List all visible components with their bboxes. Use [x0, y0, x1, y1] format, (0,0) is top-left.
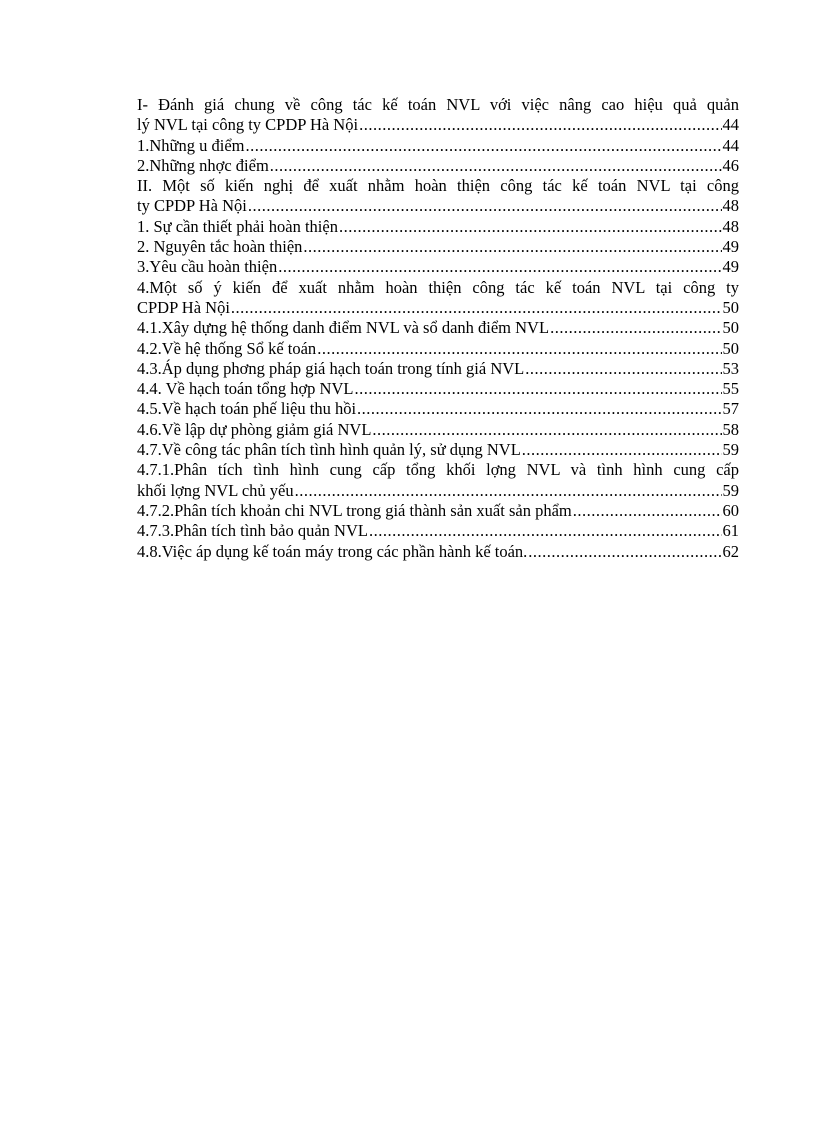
toc-entry-title: 2. Nguyên tắc hoàn thiện — [137, 237, 303, 257]
toc-entry-title: 4.1.Xây dựng hệ thống danh điểm NVL và sổ danh điểm NVL — [137, 318, 550, 338]
toc-entry-title: 4.7.Về công tác phân tích tình hình quản lý, sử dụng NVL — [137, 440, 521, 460]
toc-entry-title: 4.2.Về hệ thống Sổ kế toán — [137, 338, 317, 358]
toc-entry — [137, 399, 739, 419]
toc-entry — [137, 359, 739, 379]
toc-page-number: 49 — [722, 237, 739, 257]
toc-page-number: 53 — [722, 358, 739, 378]
toc-entry — [137, 136, 739, 156]
toc-page-number: 50 — [722, 297, 739, 317]
toc-page-number: 44 — [722, 135, 739, 155]
toc-entry-title: khối lợng NVL chủ yếu — [137, 480, 294, 500]
toc-page-number: 48 — [722, 216, 739, 236]
toc-page-number: 46 — [722, 155, 739, 175]
toc-leader-dots — [339, 217, 722, 237]
toc-entry-title: 4.5.Về hạch toán phế liệu thu hồi — [137, 399, 357, 419]
toc-entry-title: 4.8.Việc áp dụng kế toán máy trong các phần hành kế toán. — [137, 541, 528, 561]
toc-leader-dots — [528, 542, 721, 562]
toc-entry-title: 4.7.3.Phân tích tình bảo quản NVL — [137, 521, 368, 541]
toc-entry — [137, 521, 739, 541]
toc-leader-dots — [369, 521, 722, 541]
toc-page-number: 61 — [722, 521, 739, 541]
toc-entry-lead: 4.Một số ý kiến để xuất nhằm hoàn thiện công tác kế toán NVL tại công ty — [137, 277, 739, 297]
toc-page-number: 59 — [722, 440, 739, 460]
toc-page-number: 49 — [722, 257, 739, 277]
toc-entry-title: ty CPDP Hà Nội — [137, 196, 247, 216]
toc-page-number: 60 — [722, 500, 739, 520]
toc-entry-title: 4.4. Về hạch toán tổng hợp NVL — [137, 379, 354, 399]
toc-entry-title: 1. Sự cần thiết phải hoàn thiện — [137, 216, 338, 236]
toc-leader-dots — [357, 399, 721, 419]
toc-leader-dots — [354, 379, 721, 399]
toc-leader-dots — [278, 257, 721, 277]
toc-page-number: 58 — [722, 419, 739, 439]
toc-page-number: 48 — [722, 196, 739, 216]
toc-leader-dots — [317, 339, 721, 359]
toc-entry — [137, 217, 739, 237]
toc-page-number: 50 — [722, 338, 739, 358]
toc-page-number: 57 — [722, 399, 739, 419]
toc-entry — [137, 156, 739, 176]
toc-entry — [137, 318, 739, 338]
toc-page-number: 50 — [722, 318, 739, 338]
toc-entry — [137, 176, 739, 217]
toc-page-number: 44 — [722, 115, 739, 135]
toc-entry-title: 4.3.Áp dụng phơng pháp giá hạch toán trong tính giá NVL — [137, 358, 525, 378]
toc-leader-dots — [303, 237, 721, 257]
toc-entry-lead: I- Đánh giá chung về công tác kế toán NVL với việc nâng cao hiệu quả quản — [137, 95, 739, 114]
toc-leader-dots — [295, 481, 722, 501]
toc-leader-dots — [573, 501, 722, 521]
toc-entry-title: 3.Yêu cầu hoàn thiện — [137, 257, 278, 277]
toc-entry-title: CPDP Hà Nội — [137, 297, 230, 317]
toc-leader-dots — [359, 115, 721, 135]
toc-entry-title: 4.7.2.Phân tích khoản chi NVL trong giá thành sản xuất sản phẩm — [137, 500, 572, 520]
toc-entry-title: lý NVL tại công ty CPDP Hà Nội — [137, 115, 359, 135]
toc-entry-title: 2.Những nhợc điểm — [137, 155, 269, 175]
toc-leader-dots — [248, 196, 722, 216]
toc-entry-lead: 4.7.1.Phân tích tình hình cung cấp tổng khối lợng NVL và tình hình cung cấp — [137, 460, 739, 480]
toc-leader-dots — [550, 318, 721, 338]
toc-leader-dots — [231, 298, 722, 318]
toc-leader-dots — [245, 136, 721, 156]
toc-entry — [137, 420, 739, 440]
toc-entry — [137, 501, 739, 521]
toc-leader-dots — [270, 156, 722, 176]
toc-entry — [137, 460, 739, 501]
toc-entry — [137, 95, 739, 136]
toc-page-number: 55 — [722, 379, 739, 399]
toc-page-number: 59 — [722, 480, 739, 500]
table-of-contents — [137, 95, 739, 562]
toc-entry — [137, 278, 739, 319]
toc-leader-dots — [372, 420, 721, 440]
toc-entry — [137, 440, 739, 460]
toc-entry-lead: II. Một số kiến nghị để xuất nhằm hoàn thiện công tác kế toán NVL tại công — [137, 176, 739, 196]
toc-entry — [137, 339, 739, 359]
toc-entry-title: 4.6.Về lập dự phòng giảm giá NVL — [137, 419, 372, 439]
toc-entry — [137, 237, 739, 257]
toc-leader-dots — [522, 440, 722, 460]
toc-entry-title: 1.Những u điểm — [137, 135, 245, 155]
toc-entry — [137, 257, 739, 277]
toc-leader-dots — [525, 359, 721, 379]
toc-entry — [137, 542, 739, 562]
toc-page-number: 62 — [722, 541, 739, 561]
toc-entry — [137, 379, 739, 399]
